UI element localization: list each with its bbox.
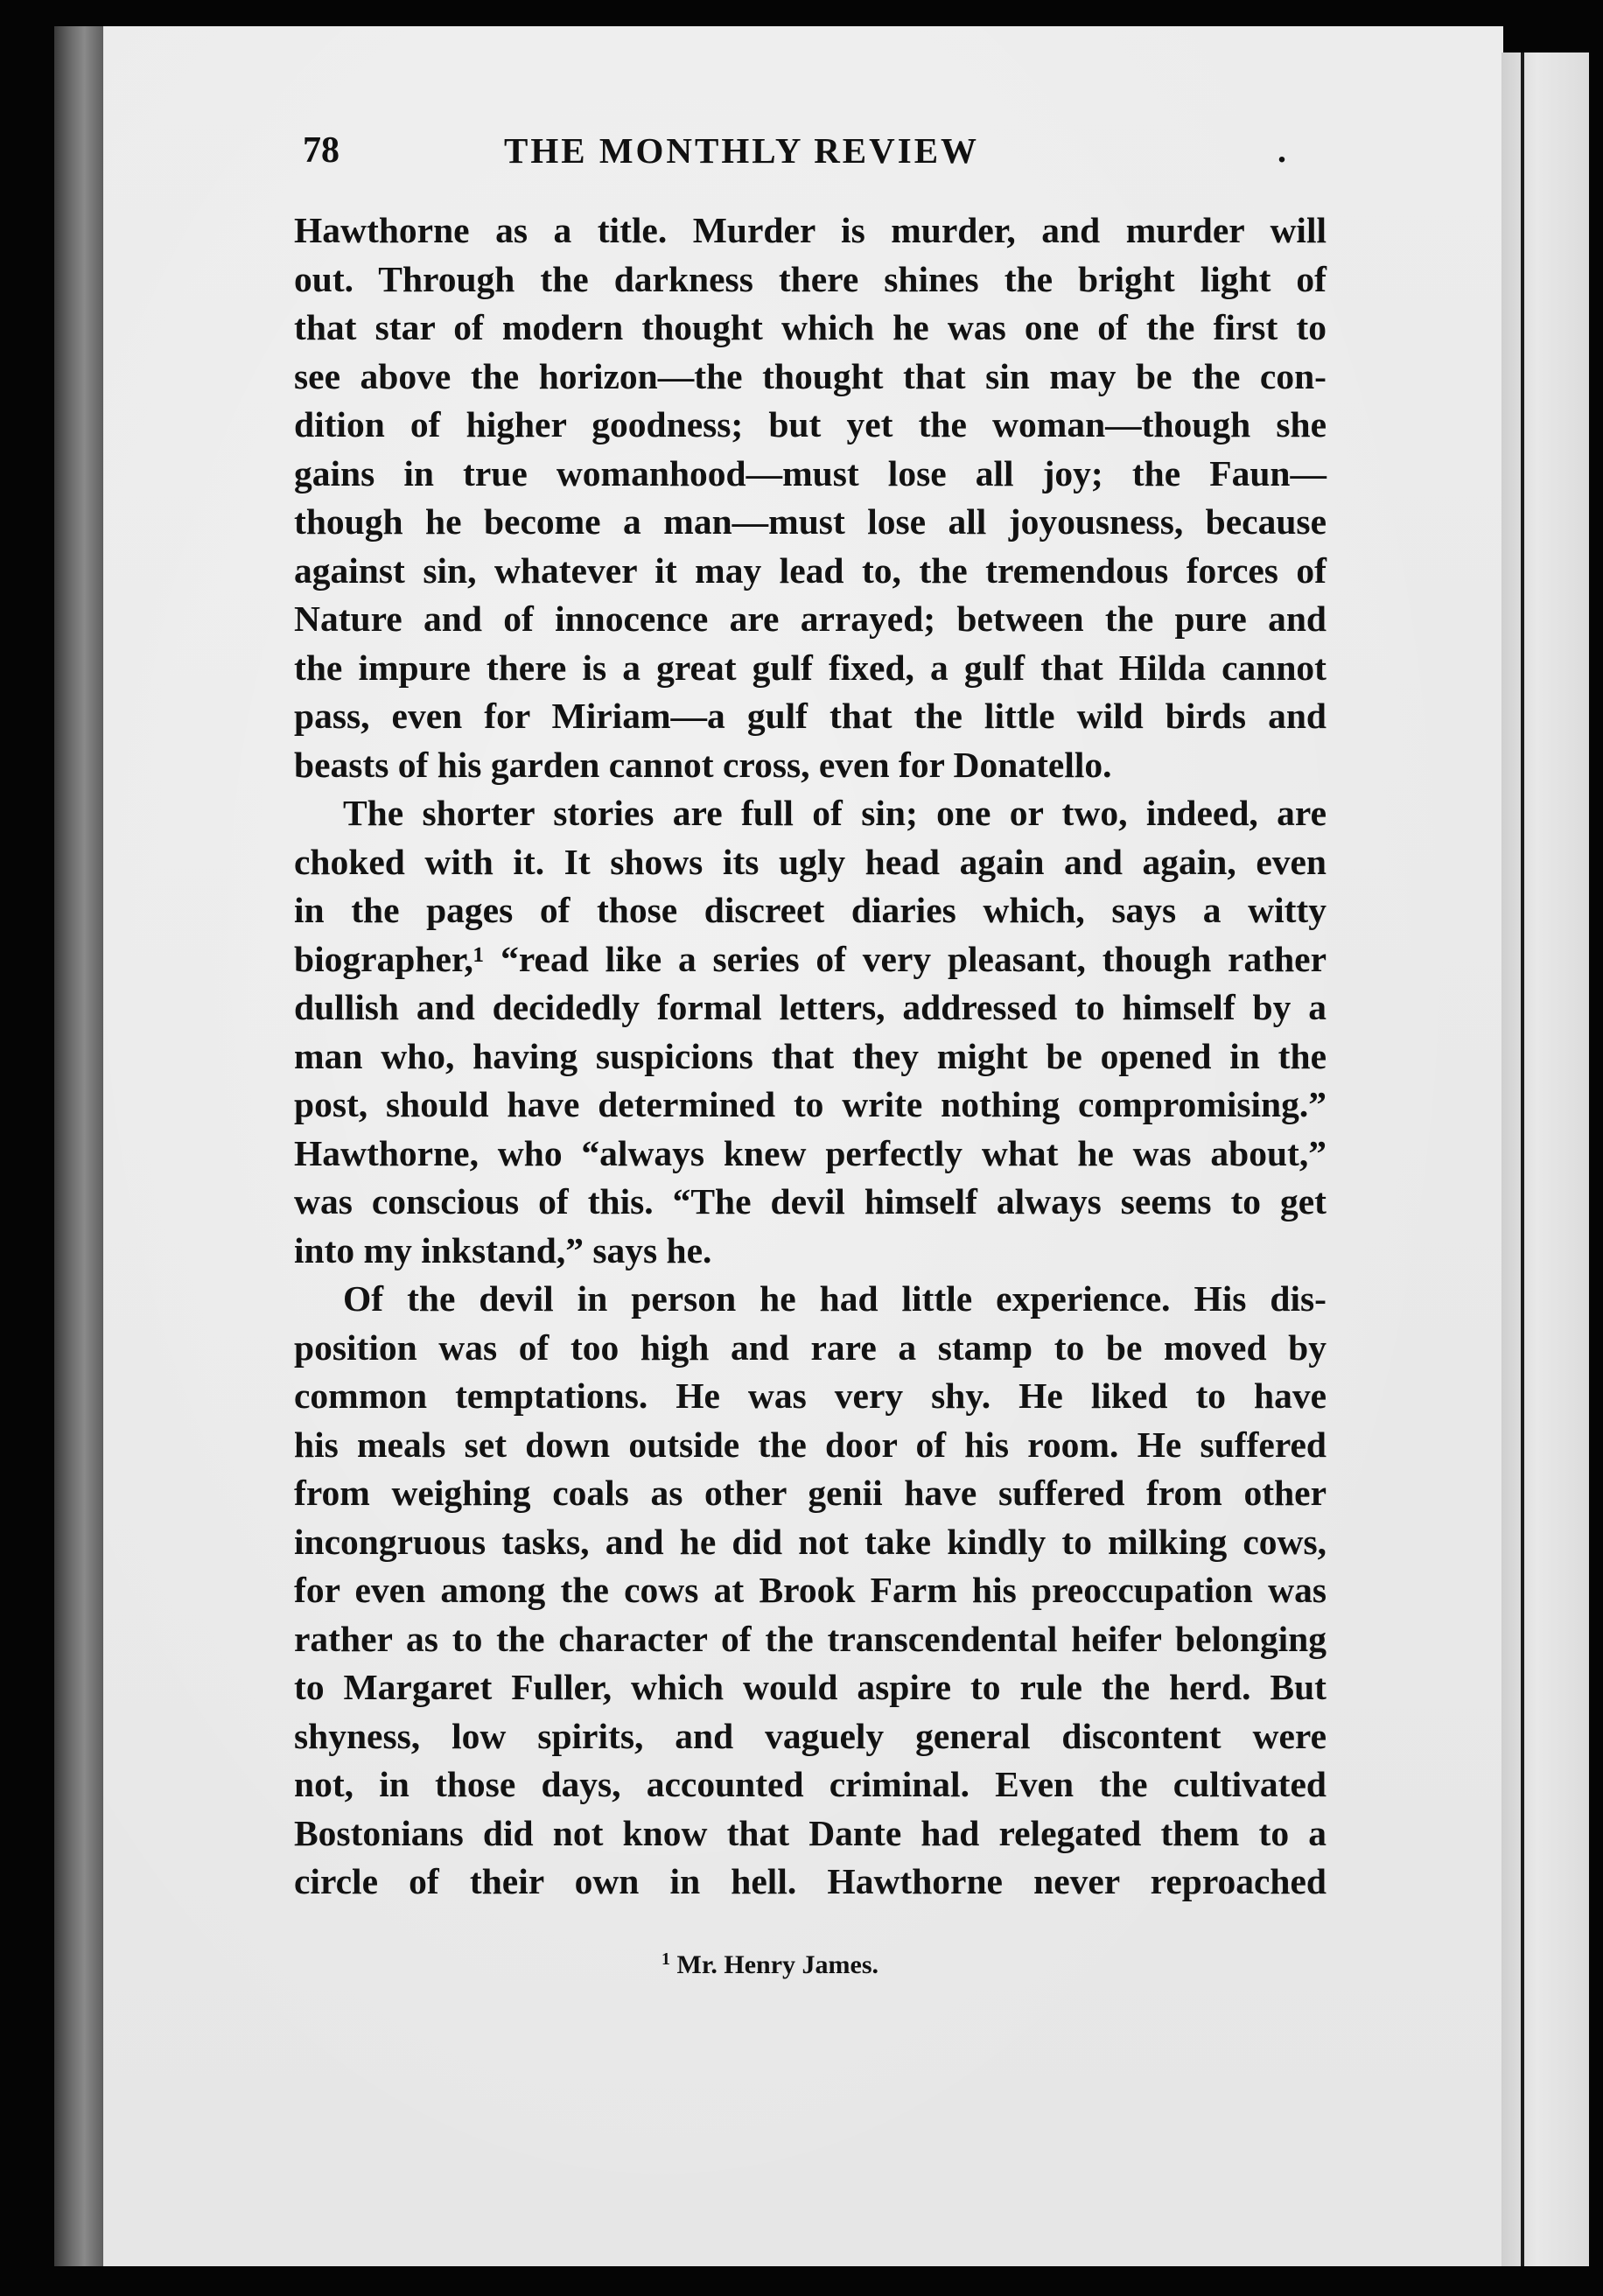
paragraph-3 [294,1275,1326,1907]
text-line: gains in true womanhood—must lose all joy; the Faun— [294,452,1326,494]
facing-page-rule [1521,52,1524,2266]
text-line: though he become a man—must lose all joyousness, because [294,501,1326,542]
paragraph-2 [294,789,1326,1275]
text-line: his meals set down outside the door of his room. He suffered [294,1424,1326,1465]
text-line: see above the horizon—the thought that sin may be the con- [294,355,1326,396]
text-line: Bostonians did not know that Dante had relegated them to a [294,1812,1326,1853]
text-line: Nature and of innocence are arrayed; between the pure and [294,598,1326,639]
header-dot: . [1278,130,1286,170]
text-line: beasts of his garden cannot cross, even for Donatello. [294,744,1112,785]
text-line: dition of higher goodness; but yet the woman—though she [294,404,1326,444]
text-line: biographer,¹ “read like a series of very pleasant, though rather [294,938,1326,979]
text-line: Of the devil in person he had little experience. His dis- [343,1278,1326,1319]
text-line: Hawthorne, who “always knew perfectly what he was about,” [294,1132,1326,1173]
footnote-text: Mr. Henry James. [676,1950,879,1979]
text-line: into my inkstand,” says he. [294,1229,712,1270]
paragraph-1 [294,206,1326,789]
text-line: position was of too high and rare a stamp to be moved by [294,1326,1326,1368]
text-line: post, should have determined to write nothing compromising.” [294,1084,1326,1124]
text-line: The shorter stories are full of sin; one or two, indeed, are [343,793,1326,833]
text-line: the impure there is a great gulf fixed, a gulf that Hilda cannot [294,647,1326,688]
footnote [662,1950,878,1980]
footnote-marker: 1 [662,1950,670,1969]
facing-page-edge [1502,52,1589,2266]
text-line: man who, having suspicions that they might be opened in the [294,1035,1326,1076]
text-line: common temptations. He was very shy. He liked to have [294,1376,1326,1416]
body-text [294,206,1326,1907]
text-line: to Margaret Fuller, which would aspire to rule the herd. But [294,1667,1326,1707]
page-number: 78 [303,130,340,171]
running-title: THE MONTHLY REVIEW [504,130,980,171]
book-binding-edge [54,26,105,2266]
text-line: out. Through the darkness there shines the bright light of [294,258,1326,299]
text-line: against sin, whatever it may lead to, the tremendous forces of [294,550,1326,591]
text-line: that star of modern thought which he was one of the first to [294,307,1326,347]
text-line: in the pages of those discreet diaries which, says a witty [294,890,1326,930]
text-line: shyness, low spirits, and vaguely general discontent were [294,1715,1326,1756]
page-header [303,130,1300,182]
text-line: Hawthorne as a title. Murder is murder, and murder will [294,210,1326,250]
text-line: not, in those days, accounted criminal. Even the cultivated [294,1764,1326,1804]
text-line: for even among the cows at Brook Farm his preoccupation was [294,1570,1326,1610]
text-line: incongruous tasks, and he did not take kindly to milking cows, [294,1521,1326,1562]
text-line: pass, even for Miriam—a gulf that the little wild birds and [294,696,1326,736]
text-line: was conscious of this. “The devil himself always seems to get [294,1181,1326,1222]
text-line: dullish and decidedly formal letters, addressed to himself by a [294,987,1326,1027]
text-line: rather as to the character of the transcendental heifer belonging [294,1618,1326,1659]
text-line: from weighing coals as other genii have suffered from other [294,1473,1326,1513]
text-line: circle of their own in hell. Hawthorne never reproached [294,1861,1326,1901]
text-line: choked with it. It shows its ugly head again and again, even [294,841,1326,882]
